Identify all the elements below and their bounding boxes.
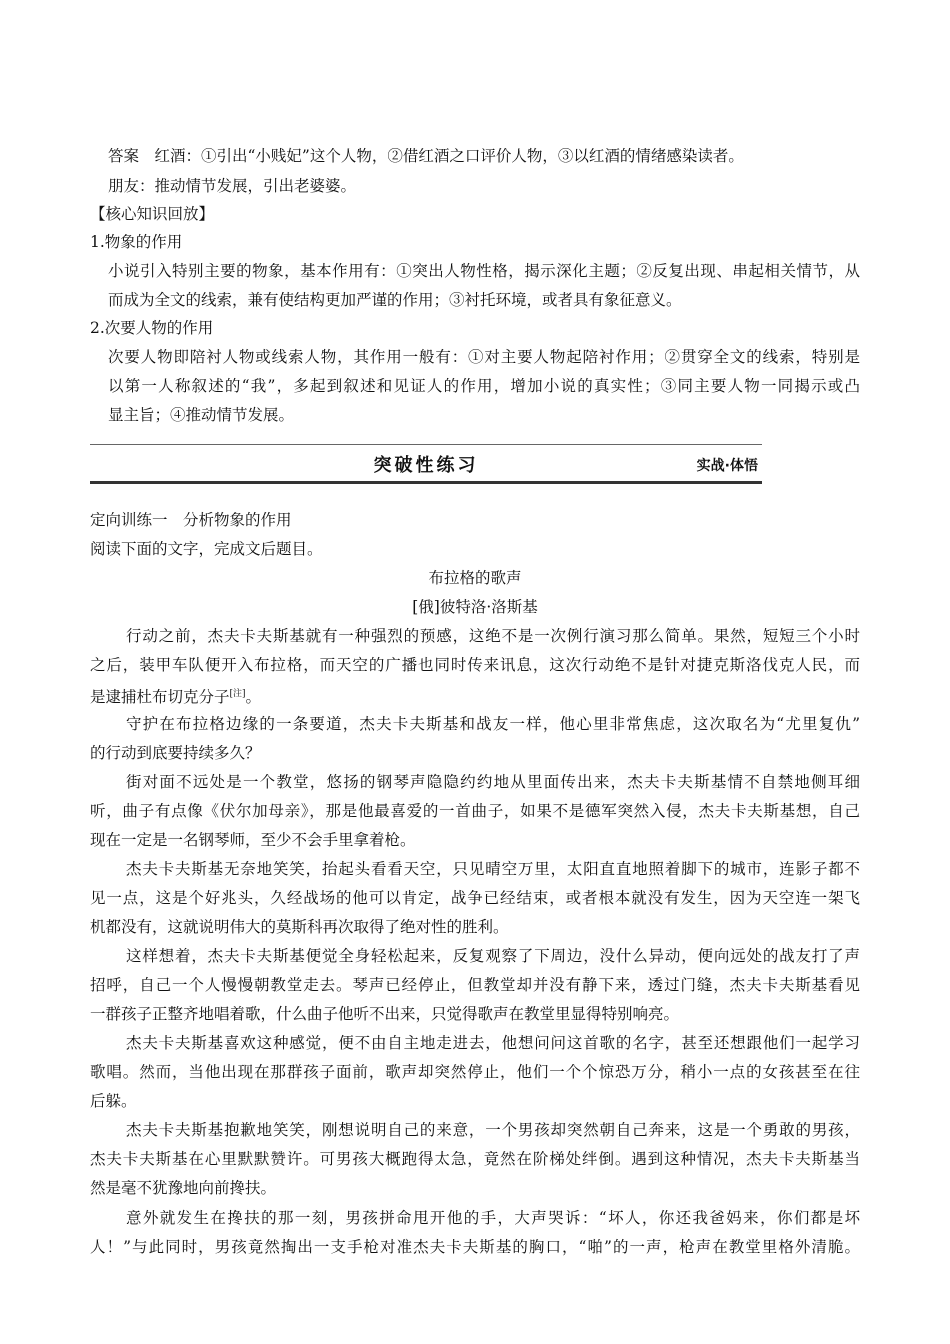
exercise-instruction: 阅读下面的文字，完成文后题目。 — [90, 540, 323, 558]
story-line — [90, 684, 261, 707]
story-line: 人！”与此同时，男孩竟然掏出一支手枪对准杰夫卡夫斯基的胸口，“啪”的一声，枪声在教堂里格外清脆。 — [90, 1238, 860, 1256]
exercise-heading: 定向训练一 分析物象的作用 — [90, 511, 292, 529]
story-line: 之后，装甲车队便开入布拉格，而天空的广播也同时传来讯息，这次行动绝不是针对捷克斯洛伐克人民，而 — [90, 656, 860, 674]
story-line: 一群孩子正整齐地唱着歌，什么曲子他听不出来，只觉得歌声在教堂里显得特别响亮。 — [90, 1005, 680, 1023]
review-item-2-title: 2.次要人物的作用 — [90, 319, 214, 337]
story-line: 现在一定是一名钢琴师，至少不会手里拿着枪。 — [90, 831, 416, 849]
story-line: 守护在布拉格边缘的一条要道，杰夫卡夫斯基和战友一样，他心里非常焦虑，这次取名为“尤里复仇” — [126, 715, 860, 733]
story-line: 招呼，自己一个人慢慢朝教堂走去。琴声已经停止，但教堂却并没有静下来，透过门缝，杰夫卡夫斯基看见 — [90, 976, 860, 994]
story-text: 。 — [245, 688, 262, 707]
story-line: 歌唱。然而，当他出现在那群孩子面前，歌声却突然停止，他们一个个惊恐万分，稍小一点的女孩甚至在往 — [90, 1063, 860, 1081]
story-line: 杰夫卡夫斯基在心里默默赞许。可男孩大概跑得太急，竟然在阶梯处绊倒。遇到这种情况，杰夫卡夫斯基当 — [90, 1150, 860, 1168]
answer-line-1: 答案 红酒：①引出“小贱妃”这个人物，②借红酒之口评价人物，③以红酒的情绪感染读者。 — [108, 147, 744, 165]
story-line: 后躲。 — [90, 1092, 137, 1110]
banner-subtitle: 实战·体悟 — [696, 458, 758, 474]
review-item-2-line: 以第一人称叙述的“我”，多起到叙述和见证人的作用，增加小说的真实性；③同主要人物一同揭示或凸 — [108, 377, 860, 395]
review-item-1-title: 1.物象的作用 — [90, 233, 183, 251]
story-text: 是逮捕杜布切克分子 — [90, 688, 230, 707]
answer-line-2: 朋友：推动情节发展，引出老婆婆。 — [108, 177, 357, 195]
story-line: 听，曲子有点像《伏尔加母亲》，那是他最喜爱的一首曲子，如果不是德军突然入侵，杰夫卡夫斯基想，自己 — [90, 802, 860, 820]
story-author: [俄]彼特洛·洛斯基 — [412, 598, 538, 616]
story-line: 见一点，这是个好兆头，久经战场的他可以肯定，战争已经结束，或者根本就没有发生，因为天空连一架飞 — [90, 889, 860, 907]
story-line: 然是毫不犹豫地向前搀扶。 — [90, 1179, 277, 1197]
story-line: 杰夫卡夫斯基无奈地笑笑，抬起头看看天空，只见晴空万里，太阳直直地照着脚下的城市，连影子都不 — [126, 860, 860, 878]
story-line: 机都没有，这就说明伟大的莫斯科再次取得了绝对性的胜利。 — [90, 918, 509, 936]
story-line: 行动之前，杰夫卡夫斯基就有一种强烈的预感，这绝不是一次例行演习那么简单。果然，短短三个小时 — [126, 627, 860, 645]
story-line: 街对面不远处是一个教堂，悠扬的钢琴声隐隐约约地从里面传出来，杰夫卡夫斯基情不自禁地侧耳细 — [126, 773, 860, 791]
story-title: 布拉格的歌声 — [428, 569, 522, 587]
review-item-1-line: 而成为全文的线索，兼有使结构更加严谨的作用；③衬托环境，或者具有象征意义。 — [108, 291, 682, 309]
story-line: 这样想着，杰夫卡夫斯基便觉全身轻松起来，反复观察了下周边，没什么异动，便向远处的战友打了声 — [126, 947, 860, 965]
story-line: 意外就发生在搀扶的那一刻，男孩拼命甩开他的手，大声哭诉：“坏人，你还我爸妈来，你们都是坏 — [126, 1209, 860, 1227]
story-line: 杰夫卡夫斯基抱歉地笑笑，刚想说明自己的来意，一个男孩却突然朝自己奔来，这是一个勇敢的男孩， — [126, 1121, 860, 1139]
story-line: 杰夫卡夫斯基喜欢这种感觉，便不由自主地走进去，他想问问这首歌的名字，甚至还想跟他们一起学习 — [126, 1034, 860, 1052]
footnote-marker: [注] — [229, 689, 246, 699]
review-item-1-line: 小说引入特别主要的物象，基本作用有：①突出人物性格，揭示深化主题；②反复出现、串起相关情节，从 — [108, 262, 860, 280]
story-line: 的行动到底要持续多久？ — [90, 744, 261, 762]
section-banner — [90, 444, 762, 484]
banner-title: 突破性练习 — [373, 455, 479, 476]
review-item-2-line: 显主旨；④推动情节发展。 — [108, 406, 295, 424]
review-item-2-line: 次要人物即陪衬人物或线索人物，其作用一般有：①对主要人物起陪衬作用；②贯穿全文的线索，特别是 — [108, 348, 860, 366]
review-heading: 【核心知识回放】 — [90, 205, 215, 223]
